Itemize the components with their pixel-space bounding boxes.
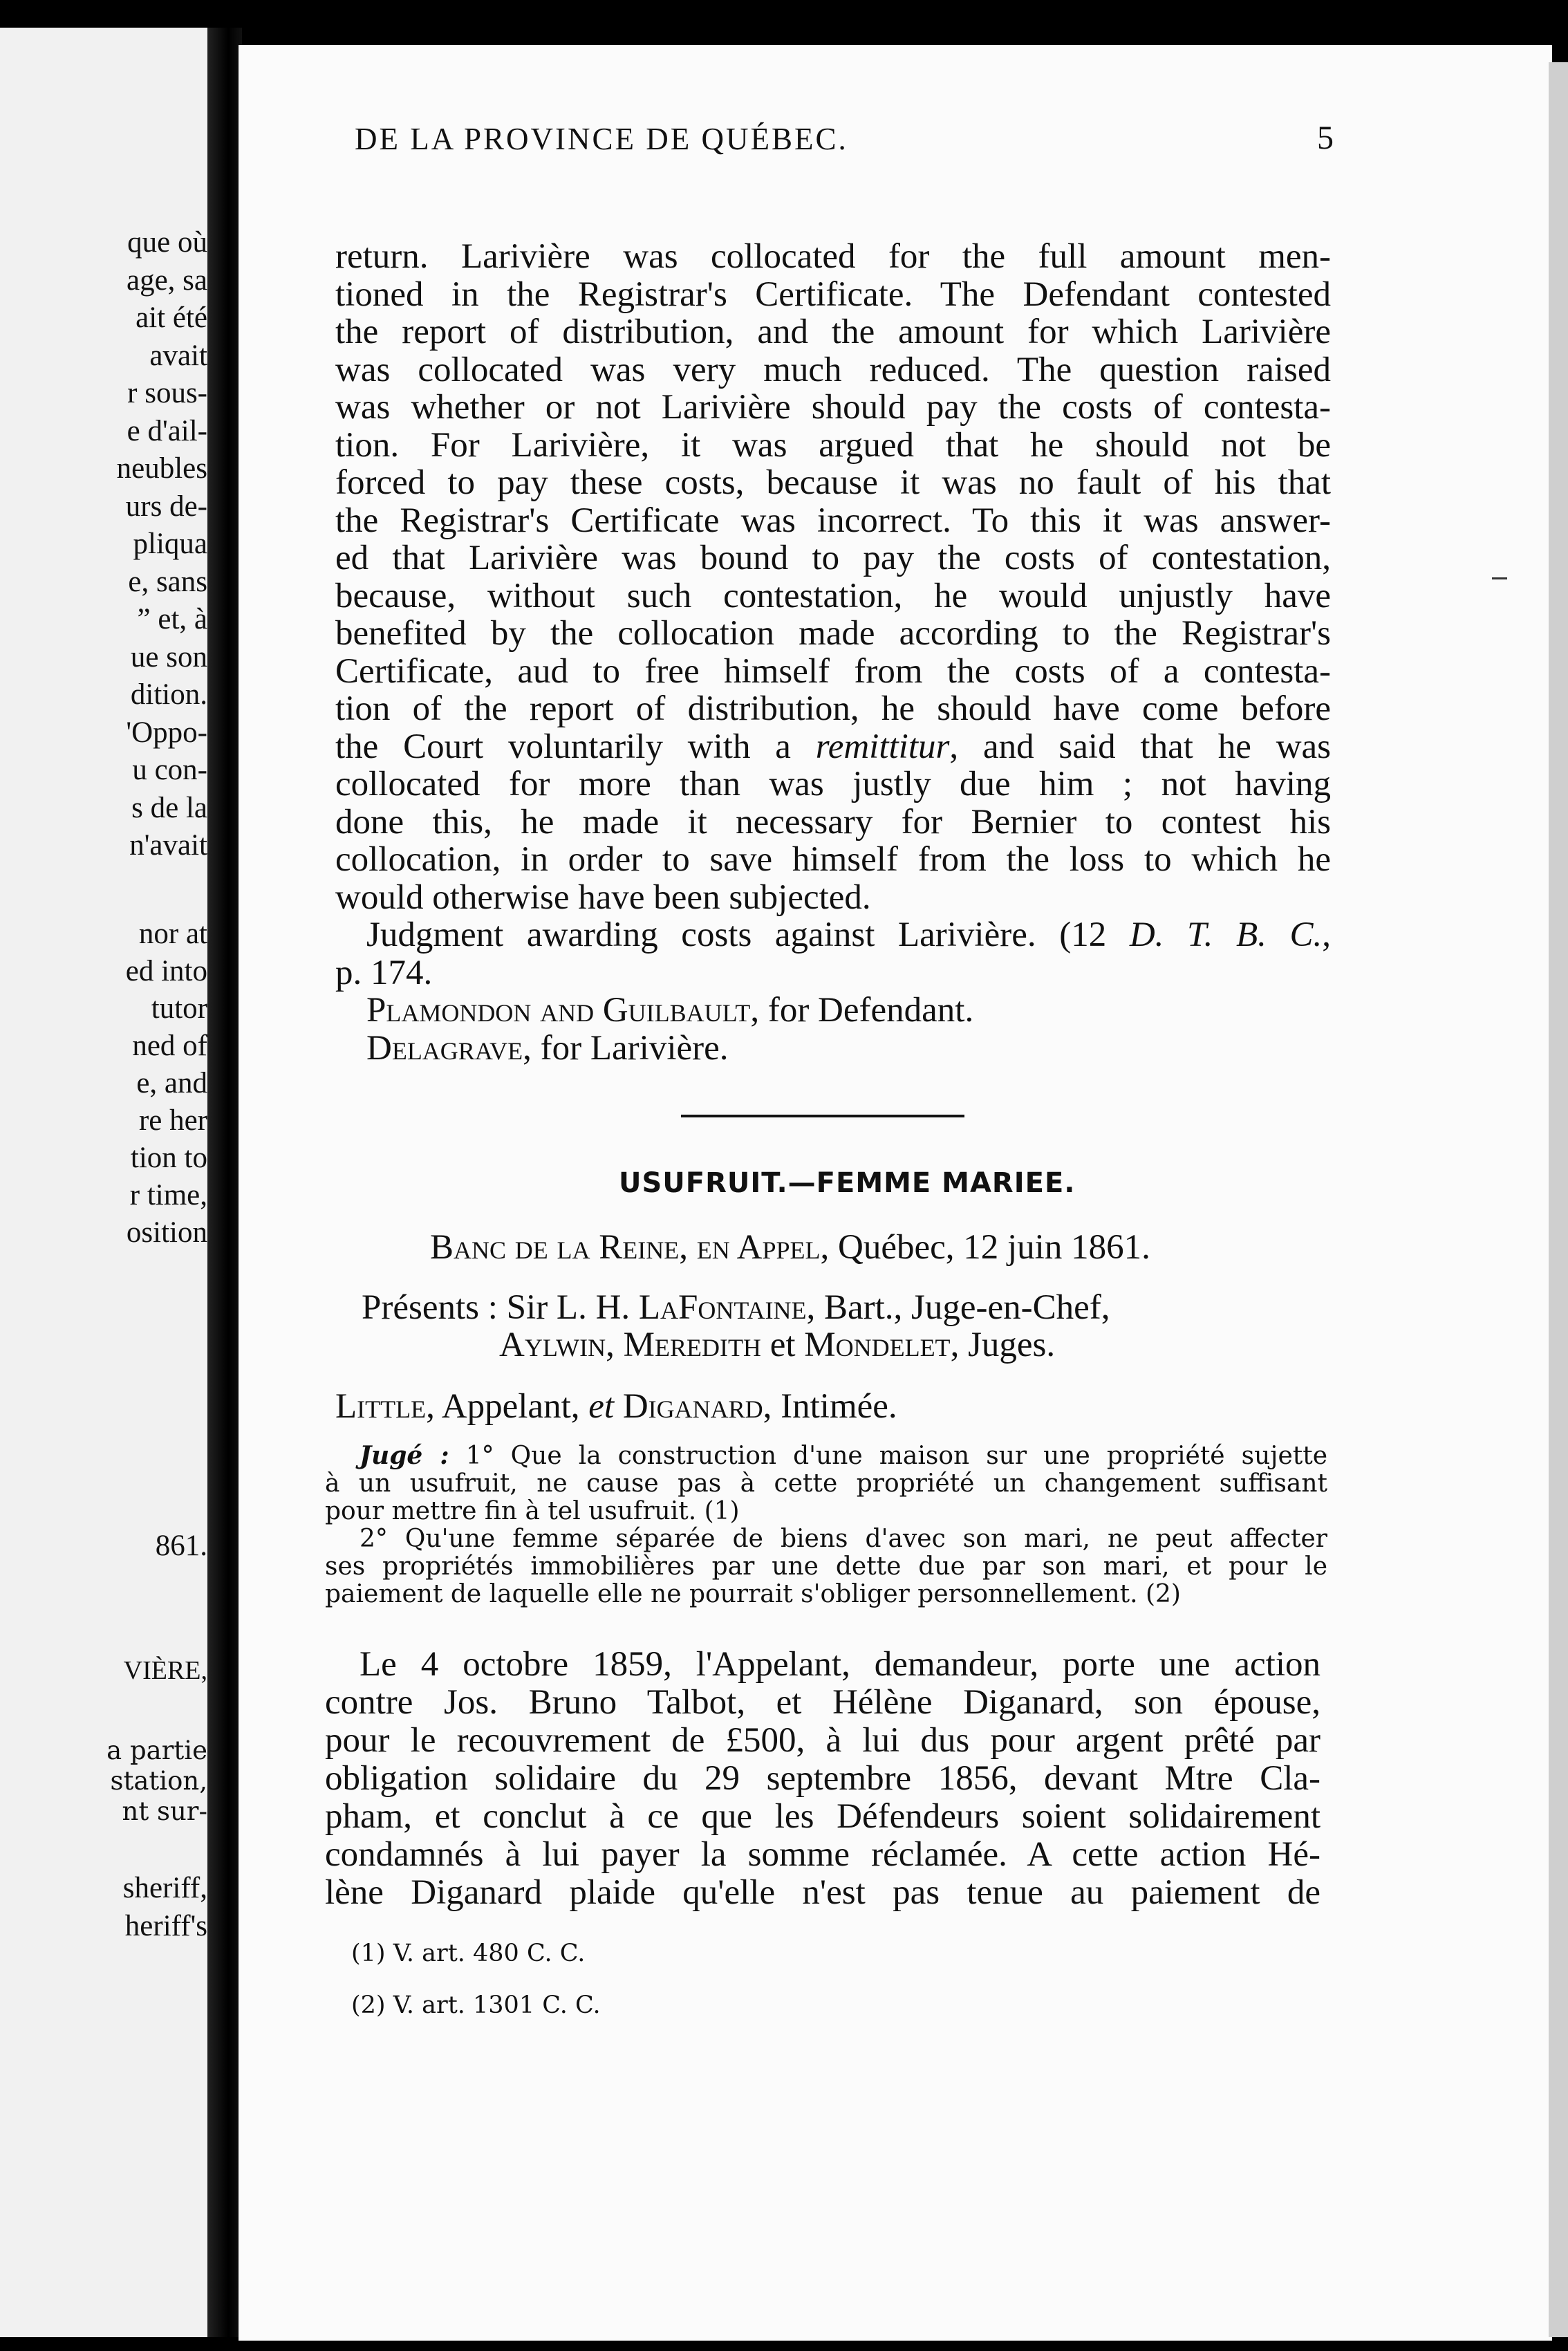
judge-lafontaine: LaFontaine	[638, 1288, 807, 1327]
left-page-line: avait	[149, 339, 207, 372]
case-heading: USUFRUIT.—FEMME MARIEE.	[619, 1167, 1076, 1199]
left-page-line: que où	[127, 226, 207, 259]
left-page-line: sheriff,	[122, 1872, 207, 1904]
headnote-line	[325, 1442, 1327, 1470]
paragraph-little	[325, 1646, 1320, 1912]
left-page-line: urs de-	[125, 490, 207, 523]
text-segment: the Court voluntarily with a	[335, 727, 816, 766]
judgment-line: p. 174.	[335, 953, 433, 992]
respondent-name: Diganard	[622, 1387, 763, 1426]
left-page-line: nor at	[138, 918, 207, 950]
judges-names: Aylwin, Meredith	[499, 1326, 761, 1364]
court-line	[430, 1227, 1150, 1267]
text-line: lène Diganard plaide qu'elle n'est pas tenue au paiement de	[325, 1873, 1320, 1912]
presents-conjunction: et	[760, 1326, 805, 1364]
headnote-line: 2° Qu'une femme séparée de biens d'avec son mari, ne peut affecter	[360, 1525, 1327, 1553]
left-page-line: n'avait	[129, 829, 207, 862]
presents-line-2	[499, 1325, 1055, 1365]
respondent-role: , Intimée.	[763, 1387, 897, 1426]
text-line: pour le recouvrement de £500, à lui dus pour argent prêté par	[325, 1721, 1320, 1760]
text-line: collocation, in order to save himself from the loss to which he	[335, 840, 1331, 879]
text-line: obligation solidaire du 29 septembre 1856, devant Mtre Cla-	[325, 1759, 1320, 1798]
juge-label: Jugé :	[360, 1441, 449, 1470]
text-line: Le 4 octobre 1859, l'Appelant, demandeur, porte une action	[360, 1645, 1320, 1684]
presents-text: Sir L. H.	[497, 1288, 639, 1327]
left-page-line: osition	[126, 1216, 207, 1249]
page-edge	[1549, 62, 1568, 2337]
text-segment: Judgment awarding costs against Larivière. (12	[366, 916, 1130, 954]
headnote-line: pour mettre fin à tel usufruit. (1)	[325, 1497, 740, 1525]
headnote-line: ses propriétés immobilières par une dette due par son mari, et pour le	[325, 1552, 1327, 1581]
left-page-line: a partie	[106, 1736, 207, 1765]
left-page-line: e, and	[136, 1067, 207, 1099]
text-line: tioned in the Registrar's Certificate. The Defendant contested	[335, 275, 1331, 314]
section-rule	[681, 1115, 964, 1117]
left-page-line: tutor	[151, 992, 207, 1025]
judge-mondelet: Mondelet	[804, 1326, 951, 1364]
left-page-line: nt sur-	[122, 1796, 207, 1826]
footnote-1: (1) V. art. 480 C. C.	[351, 1940, 586, 1967]
left-page-line: ue son	[130, 640, 207, 673]
text-line: done this, he made it necessary for Bernier to contest his	[335, 802, 1331, 842]
left-page-line: heriff's	[124, 1910, 207, 1942]
text-line: the Registrar's Certificate was incorrect. To this it was answer-	[335, 501, 1331, 540]
left-page-line: r sous-	[127, 377, 207, 409]
left-page-line: dition.	[130, 678, 207, 711]
presents-title: , Bart., Juge-en-Chef,	[806, 1288, 1110, 1327]
text-line: because, without such contestation, he would unjustly have	[335, 576, 1331, 615]
text-line: benefited by the collocation made according to the Registrar's	[335, 614, 1331, 653]
text-line: forced to pay these costs, because it was no fault of his that	[335, 463, 1331, 502]
headnote-line: à un usufruit, ne cause pas à cette propriété un changement suffisant	[325, 1469, 1327, 1498]
counsel-names: Delagrave	[366, 1028, 523, 1068]
footnote-2: (2) V. art. 1301 C. C.	[351, 1991, 601, 2019]
left-page-line: e d'ail-	[127, 414, 207, 447]
text-segment: 1° Que la construction d'une maison sur une propriété sujette	[449, 1442, 1327, 1470]
left-page-line: ” et, à	[137, 603, 207, 635]
text-line: return. Larivière was collocated for the full amount men-	[335, 237, 1331, 276]
text-segment: ,	[1322, 916, 1331, 954]
headnote	[325, 1442, 1327, 1608]
left-page-line: ait été	[136, 301, 207, 334]
text-line	[335, 728, 1331, 766]
text-line: pham, et conclut à ce que les Défendeurs soient solidairement	[325, 1797, 1320, 1836]
counsel-line	[335, 992, 1331, 1030]
court-date: , Québec, 12 juin 1861.	[820, 1228, 1150, 1267]
counsel-names: Plamondon and Guilbault	[366, 991, 751, 1030]
text-line: would otherwise have been subjected.	[335, 877, 871, 917]
text-segment: , and said that he was	[949, 727, 1332, 766]
left-page-line: e, sans	[128, 565, 207, 598]
left-page-line: pliqua	[133, 528, 207, 560]
text-line: was collocated was very much reduced. The question raised	[335, 350, 1331, 389]
text-line: ed that Larivière was bound to pay the costs of contestation,	[335, 539, 1331, 577]
text-line: was whether or not Larivière should pay the costs of contesta-	[335, 388, 1331, 427]
left-page-line: re her	[138, 1104, 207, 1137]
left-page-name: VIÈRE,	[123, 1656, 207, 1685]
citation: D. T. B. C.	[1129, 916, 1323, 954]
book-gutter	[207, 28, 242, 2337]
paragraph-lariviere	[335, 238, 1331, 1067]
left-page-line: ned of	[132, 1030, 207, 1062]
left-page-line: ed into	[125, 955, 207, 987]
headnote-line: paiement de laquelle elle ne pourrait s'obliger personnellement. (2)	[325, 1580, 1181, 1608]
text-line: Certificate, aud to free himself from the costs of a contesta-	[335, 651, 1331, 691]
presents-line-1	[362, 1288, 1110, 1328]
counsel-role: , for Larivière.	[523, 1028, 729, 1068]
left-page-line: r time,	[129, 1179, 207, 1211]
left-page-line: neubles	[116, 452, 207, 485]
left-page-year: 861.	[155, 1530, 207, 1562]
counsel-role: , for Defendant.	[750, 991, 974, 1030]
left-page-line: u con-	[132, 754, 207, 786]
text-line: the report of distribution, and the amount for which Larivière	[335, 313, 1331, 351]
judgment-line	[335, 916, 1331, 954]
left-page-line: 'Oppo-	[126, 716, 207, 749]
et-italic: et	[588, 1387, 615, 1426]
appellant-name: Little	[335, 1387, 427, 1426]
presents-label: Présents :	[362, 1288, 498, 1327]
parties-line	[335, 1386, 897, 1427]
text-line: condamnés à lui payer la somme réclamée. A cette action Hé-	[325, 1835, 1320, 1874]
left-page-line: s de la	[131, 791, 207, 824]
italic-term: remittitur	[815, 727, 950, 766]
counsel-line	[335, 1030, 1331, 1068]
presents-juges: , Juges.	[950, 1326, 1056, 1364]
left-page-line: age, sa	[127, 263, 207, 297]
margin-mark	[1492, 577, 1507, 579]
left-page-line: station,	[110, 1766, 207, 1796]
text-line: contre Jos. Bruno Talbot, et Hélène Diganard, son épouse,	[325, 1683, 1320, 1722]
text-line: tion. For Larivière, it was argued that he should not be	[335, 425, 1331, 465]
text-line: collocated for more than was justly due him ; not having	[335, 765, 1331, 803]
running-head: DE LA PROVINCE DE QUÉBEC.	[355, 122, 848, 156]
page-number: 5	[1317, 120, 1334, 156]
appellant-role: , Appelant,	[426, 1387, 589, 1426]
court-name: Banc de la Reine, en Appel	[430, 1228, 821, 1267]
left-page-line: tion to	[130, 1142, 207, 1174]
text-line: tion of the report of distribution, he should have come before	[335, 689, 1331, 728]
previous-page-fragment	[0, 28, 207, 2337]
